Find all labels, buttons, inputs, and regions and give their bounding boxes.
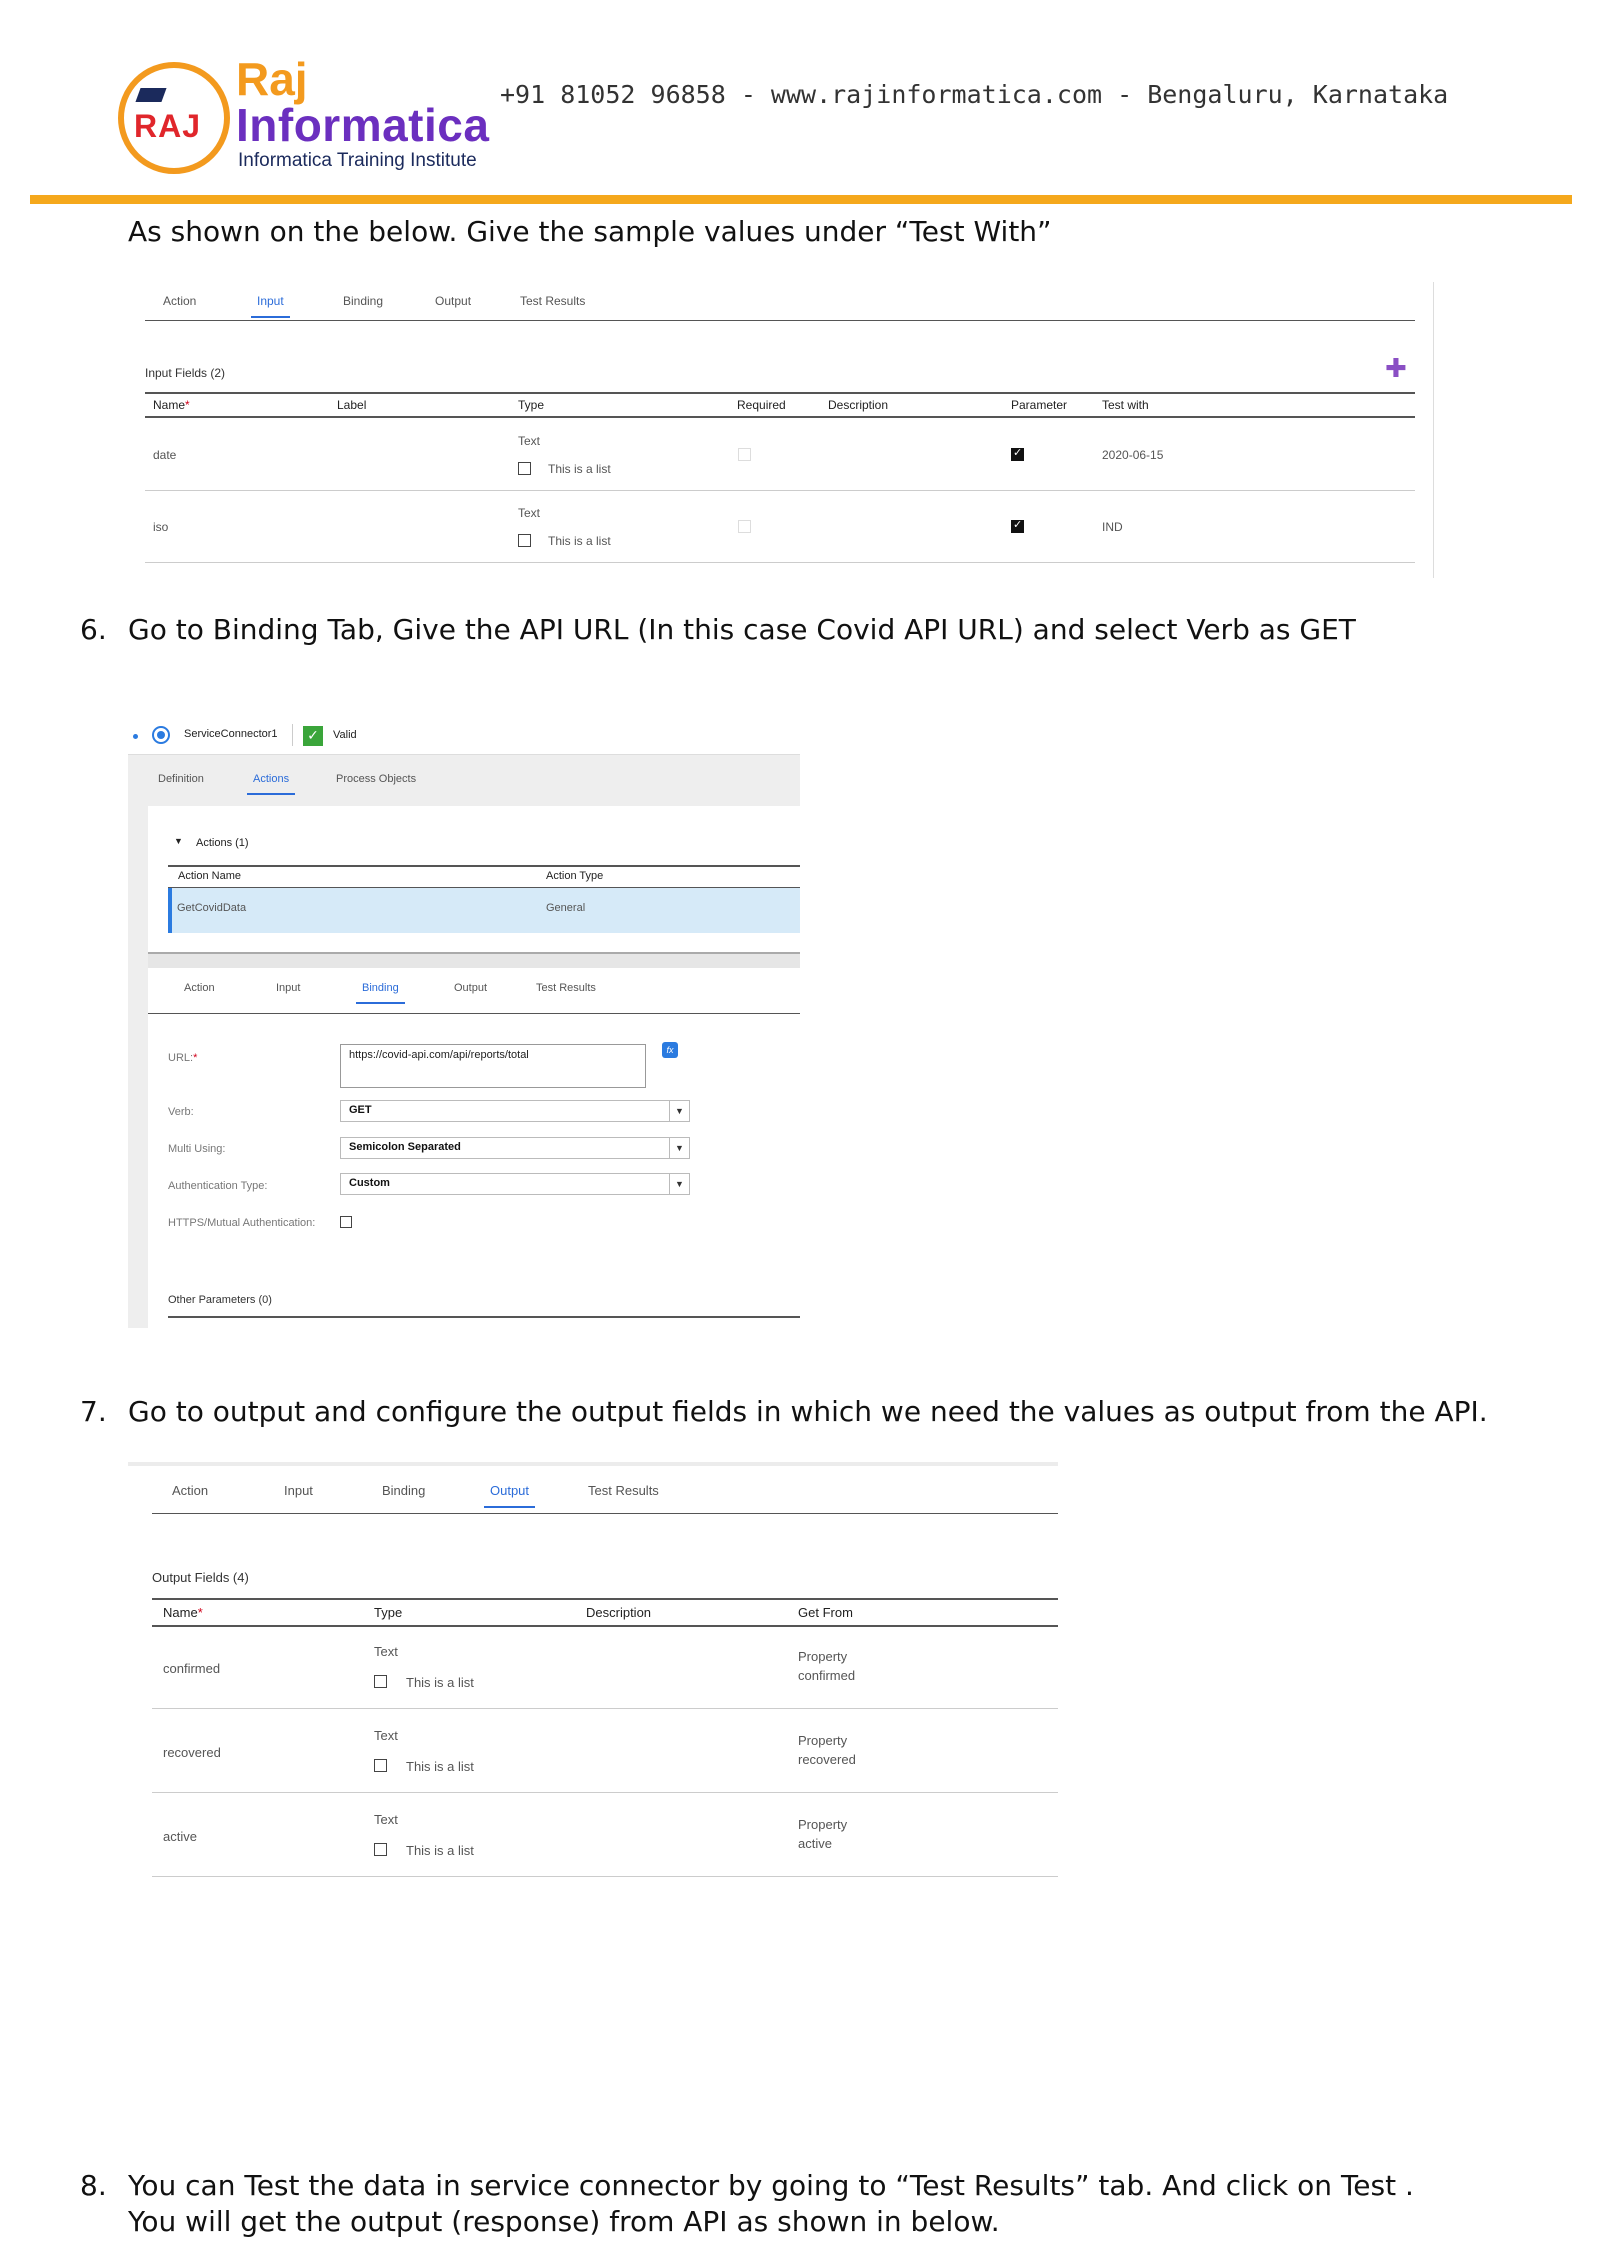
is-list-label: This is a list	[406, 1759, 474, 1774]
header-divider	[30, 195, 1572, 204]
row-divider	[152, 1792, 1058, 1793]
field-type: Text	[518, 506, 541, 520]
required-checkbox[interactable]	[738, 448, 751, 461]
is-list-checkbox[interactable]	[374, 1759, 387, 1772]
tab-test-results[interactable]: Test Results	[588, 1483, 659, 1498]
is-list-label: This is a list	[406, 1675, 474, 1690]
field-name: iso	[153, 520, 169, 534]
col-test-with: Test with	[1102, 398, 1149, 412]
required-checkbox[interactable]	[738, 520, 751, 533]
tab-process-objects[interactable]: Process Objects	[336, 773, 417, 785]
is-list-checkbox[interactable]	[374, 1843, 387, 1856]
logo-badge-text: RAJ	[134, 108, 202, 144]
https-auth-label: HTTPS/Mutual Authentication:	[168, 1217, 316, 1229]
chevron-down-icon: ▼	[669, 1173, 689, 1195]
actions-title: Actions (1)	[196, 837, 249, 849]
col-required: Required	[737, 398, 786, 412]
test-with-value[interactable]: IND	[1102, 520, 1123, 534]
connector-icon	[152, 726, 170, 744]
tab-test-results[interactable]: Test Results	[520, 294, 586, 308]
field-type: Text	[374, 1644, 398, 1659]
action-type: General	[546, 902, 586, 914]
output-fields-screenshot	[128, 1462, 1058, 1882]
output-fields-title: Output Fields (4)	[152, 1570, 249, 1585]
tab-test-results[interactable]: Test Results	[536, 982, 596, 994]
top-tab-bar	[128, 754, 800, 806]
get-from-source: Property	[798, 1733, 848, 1748]
contact-line: +91 81052 96858 - www.rajinformatica.com - Bengaluru, Karnataka	[500, 80, 1449, 109]
header-top-rule	[145, 392, 1415, 394]
splitter	[148, 952, 800, 968]
parameter-checkbox[interactable]	[1011, 448, 1024, 461]
step-8-line-1: You can Test the data in service connector by going to “Test Results” tab. And click on Test .	[128, 2169, 1414, 2202]
col-description: Description	[828, 398, 889, 412]
collapse-arrow-icon[interactable]: ▼	[174, 836, 183, 846]
logo-badge	[118, 62, 230, 174]
row-divider	[145, 562, 1415, 563]
test-with-value[interactable]: 2020-06-15	[1102, 448, 1164, 462]
tab-output[interactable]: Output	[490, 1483, 530, 1498]
field-name: active	[163, 1829, 197, 1844]
tab-bar	[152, 1466, 1058, 1514]
col-get-from: Get From	[798, 1605, 853, 1620]
connector-name: ServiceConnector1	[184, 728, 278, 740]
is-list-label: This is a list	[548, 534, 611, 548]
https-auth-checkbox[interactable]	[340, 1216, 352, 1228]
tab-action[interactable]: Action	[172, 1483, 209, 1498]
action-row-selected[interactable]	[168, 888, 800, 933]
header-bottom-rule	[145, 416, 1415, 418]
url-label: URL:*	[168, 1052, 198, 1064]
is-list-checkbox[interactable]	[518, 534, 531, 547]
row-divider	[152, 1876, 1058, 1877]
col-action-name: Action Name	[178, 870, 241, 882]
status-dot-icon	[133, 734, 138, 739]
step-7-text	[80, 1394, 1488, 1430]
formula-icon[interactable]: fx	[662, 1042, 678, 1058]
auth-type-label: Authentication Type:	[168, 1180, 268, 1192]
get-from-property: recovered	[798, 1752, 856, 1767]
tab-binding[interactable]: Binding	[382, 1483, 426, 1498]
col-action-type: Action Type	[546, 870, 604, 882]
tab-binding[interactable]: Binding	[343, 294, 384, 308]
field-name: date	[153, 448, 177, 462]
col-label: Label	[337, 398, 367, 412]
verb-select[interactable]	[340, 1100, 690, 1122]
is-list-label: This is a list	[406, 1843, 474, 1858]
tab-input[interactable]: Input	[257, 294, 284, 308]
tab-binding[interactable]: Binding	[362, 982, 399, 994]
url-input[interactable]: https://covid-api.com/api/reports/total	[340, 1044, 646, 1088]
tab-output[interactable]: Output	[435, 294, 472, 308]
field-name: recovered	[163, 1745, 221, 1760]
left-gutter	[128, 806, 148, 1328]
logo-subtitle: Informatica Training Institute	[238, 150, 477, 171]
is-list-label: This is a list	[548, 462, 611, 476]
step-8-text	[80, 2168, 1414, 2240]
is-list-checkbox[interactable]	[374, 1675, 387, 1688]
col-description: Description	[586, 1605, 652, 1620]
other-params-rule	[168, 1316, 800, 1318]
step-7-body: Go to output and configure the output fields in which we need the values as output from the API.	[128, 1395, 1488, 1428]
verb-value: GET	[349, 1104, 372, 1116]
row-divider	[152, 1708, 1058, 1709]
get-from-source: Property	[798, 1649, 848, 1664]
step-8-number: 8.	[80, 2169, 107, 2202]
action-name: GetCovidData	[177, 902, 247, 914]
get-from-source: Property	[798, 1817, 848, 1832]
actions-top-rule	[168, 865, 800, 867]
multi-using-value: Semicolon Separated	[349, 1141, 461, 1153]
tab-action[interactable]: Action	[184, 982, 215, 994]
intro-text: As shown on the below. Give the sample values under “Test With”	[128, 215, 1052, 248]
field-name: confirmed	[163, 1661, 221, 1676]
logo-word-informatica: Informatica	[236, 99, 490, 151]
other-parameters-title: Other Parameters (0)	[168, 1294, 272, 1306]
row-divider	[145, 490, 1415, 491]
step-6-text	[80, 612, 1356, 648]
step-6-body: Go to Binding Tab, Give the API URL (In this case Covid API URL) and select Verb as GET	[128, 613, 1356, 646]
header-bottom-rule	[152, 1625, 1058, 1627]
get-from-property: confirmed	[798, 1668, 856, 1683]
multi-using-select[interactable]	[340, 1137, 690, 1159]
connector-header	[128, 720, 800, 754]
field-type: Text	[374, 1812, 398, 1827]
tab-output[interactable]: Output	[454, 982, 488, 994]
tab-bar	[148, 968, 800, 1014]
step-6-number: 6.	[80, 613, 107, 646]
auth-type-value: Custom	[349, 1177, 390, 1189]
valid-label: Valid	[333, 729, 357, 741]
binding-screenshot	[128, 720, 800, 1328]
tab-input[interactable]: Input	[276, 982, 301, 994]
tab-bar	[145, 284, 1415, 321]
col-name: Name*	[163, 1605, 203, 1620]
parameter-checkbox[interactable]	[1011, 520, 1024, 533]
step-7-number: 7.	[80, 1395, 107, 1428]
valid-check-icon: ✓	[303, 726, 323, 746]
verb-label: Verb:	[168, 1106, 194, 1118]
field-type: Text	[518, 434, 541, 448]
step-8-line-2: You will get the output (response) from API as shown in below.	[128, 2205, 1000, 2238]
col-type: Type	[374, 1605, 403, 1620]
chevron-down-icon: ▼	[669, 1137, 689, 1159]
graduation-cap-icon	[135, 88, 166, 102]
col-parameter: Parameter	[1011, 398, 1068, 412]
chevron-down-icon: ▼	[669, 1100, 689, 1122]
field-type: Text	[374, 1728, 398, 1743]
get-from-property: active	[798, 1836, 832, 1851]
logo-word-raj: Raj	[236, 53, 308, 105]
col-name: Name*	[153, 398, 190, 412]
tab-input[interactable]: Input	[284, 1483, 313, 1498]
multi-using-label: Multi Using:	[168, 1143, 226, 1155]
add-field-icon[interactable]: ✚	[1385, 354, 1407, 384]
panel-scroll-edge	[1433, 282, 1434, 578]
header-top-rule	[152, 1598, 1058, 1600]
input-fields-screenshot	[145, 284, 1415, 574]
input-fields-title: Input Fields (2)	[145, 366, 226, 380]
tab-definition[interactable]: Definition	[158, 773, 204, 785]
col-type: Type	[518, 398, 545, 412]
logo	[118, 53, 498, 171]
tab-action[interactable]: Action	[163, 294, 197, 308]
tab-actions[interactable]: Actions	[253, 773, 290, 785]
auth-type-select[interactable]	[340, 1173, 690, 1195]
is-list-checkbox[interactable]	[518, 462, 531, 475]
